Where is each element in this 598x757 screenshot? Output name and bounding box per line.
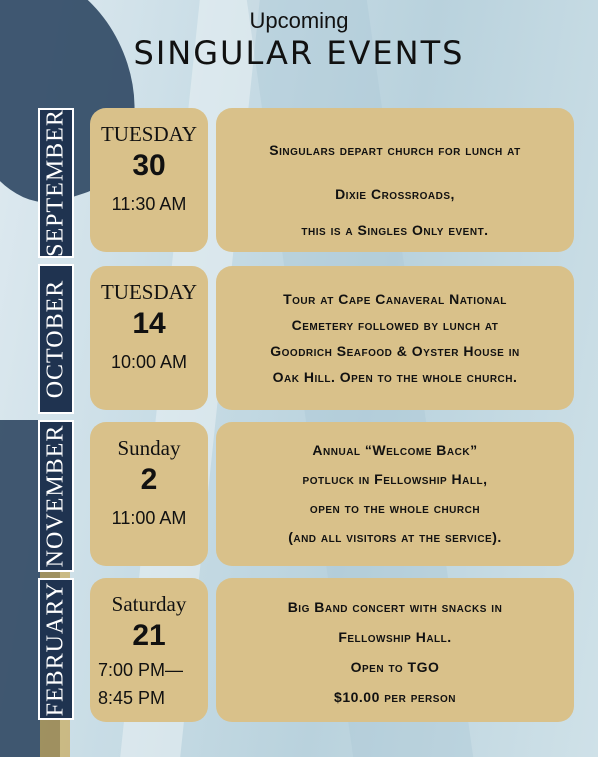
event-description: [216, 266, 574, 410]
page-title: SINGULAR EVENTS: [133, 34, 465, 72]
event-time: 10:00 AM: [110, 352, 188, 372]
event-line: Cemetery followed by lunch at: [291, 317, 499, 333]
event-line: potluck in Fellowship Hall,: [302, 471, 488, 487]
event-description: [216, 108, 574, 252]
event-day: 21: [132, 619, 166, 652]
event-line: open to the whole church: [309, 500, 481, 516]
month-label-october: OCTOBER: [38, 264, 74, 414]
event-time: 7:00 PM—: [98, 660, 184, 680]
month-label-september: SEPTEMBER: [38, 108, 74, 258]
event-date-box: [90, 266, 208, 410]
event-line: $10.00 per person: [334, 689, 456, 705]
event-description: [216, 578, 574, 722]
event-line: Annual “Welcome Back”: [312, 442, 478, 458]
event-weekday: Sunday: [117, 436, 181, 460]
event-line: Singulars depart church for lunch at: [269, 142, 521, 158]
event-date-box: [90, 422, 208, 566]
event-line: Tour at Cape Canaveral National: [283, 291, 507, 307]
month-label-february: FEBRUARY: [38, 578, 74, 720]
event-line: Open to TGO: [350, 659, 440, 675]
event-weekday: TUESDAY: [100, 280, 198, 304]
event-day: 2: [140, 463, 158, 496]
page-subtitle: Upcoming: [249, 8, 349, 33]
event-day: 30: [132, 149, 166, 182]
month-label-november: NOVEMBER: [38, 420, 74, 572]
event-line: Dixie Crossroads,: [335, 186, 455, 202]
event-line: Goodrich Seafood & Oyster House in: [270, 343, 520, 359]
event-date-box: [90, 578, 208, 722]
event-day: 14: [132, 307, 166, 340]
event-end-time: 8:45 PM: [98, 688, 166, 708]
event-line: Oak Hill. Open to the whole church.: [272, 369, 518, 385]
event-line: (and all visitors at the service).: [288, 529, 502, 545]
event-line: Big Band concert with snacks in: [287, 599, 503, 615]
event-line: this is a Singles Only event.: [301, 222, 489, 238]
event-time: 11:30 AM: [111, 194, 187, 214]
event-description: [216, 422, 574, 566]
event-time: 11:00 AM: [111, 508, 187, 528]
event-weekday: Saturday: [111, 592, 187, 616]
event-weekday: TUESDAY: [100, 122, 198, 146]
event-line: Fellowship Hall.: [338, 629, 452, 645]
event-date-box: [90, 108, 208, 252]
